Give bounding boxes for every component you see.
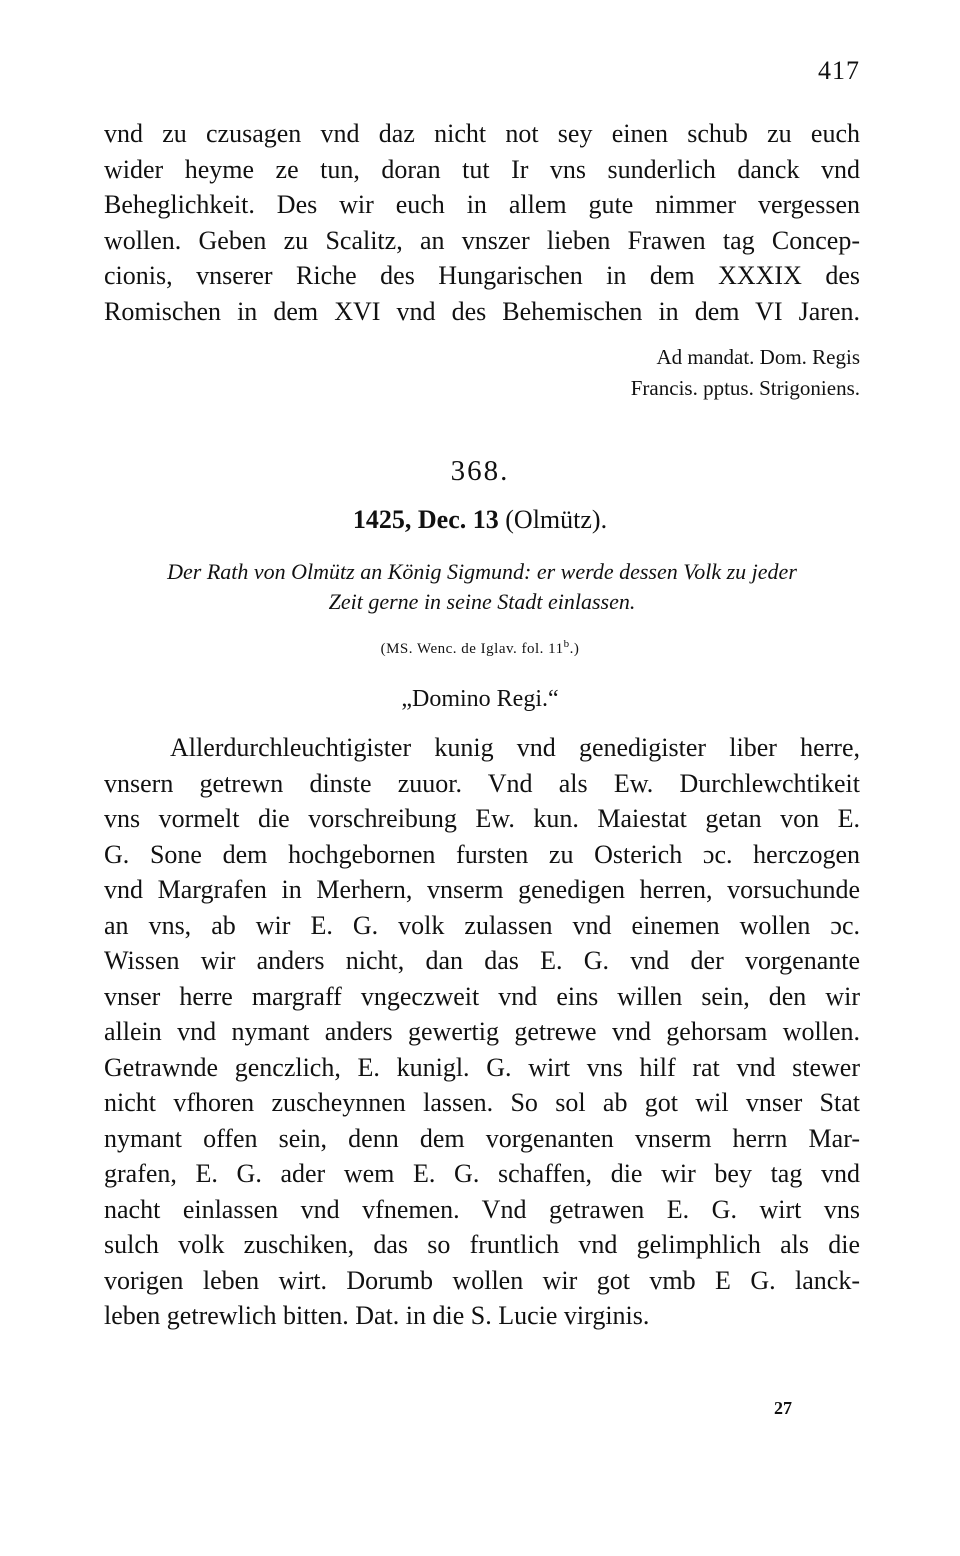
signature-line: Ad mandat. Dom. Regis	[656, 345, 860, 369]
text-line: wider heyme ze tun, doran tut Ir vns sunderlich danck vnd	[104, 154, 860, 184]
date-text: 1425, Dec. 13	[352, 505, 499, 534]
source-superscript: b	[563, 638, 570, 650]
text-line: grafen, E. G. ader wem E. G. schaffen, die wir bey tag vnd	[104, 1159, 860, 1188]
signature-mark: 27	[774, 1398, 792, 1418]
source-reference	[0, 638, 960, 658]
text-line: vnd Margrafen in Merhern, vnserm genedigen herren, vorsuchunde	[104, 875, 860, 904]
signature-line: Francis. pptus. Strigoniens.	[630, 376, 860, 400]
document-number: 368.	[450, 455, 510, 487]
text-line: allein vnd nymant anders gewertig getrewe vnd gehorsam wollen.	[104, 1017, 860, 1046]
text-line: Getrawnde genczlich, E. kunigl. G. wirt vns hilf rat vnd stewer	[104, 1052, 860, 1082]
text-line: Allerdurchleuchtigister kunig vnd genedigister liber herre,	[170, 733, 860, 762]
summary-line: Der Rath von Olmütz an König Sigmund: er werde dessen Volk zu jeder	[167, 559, 797, 584]
text-line: Wissen wir anders nicht, dan das E. G. vnd der vorgenante	[104, 946, 860, 975]
text-line: vnd zu czusagen vnd daz nicht not sey einen schub zu euch	[104, 119, 860, 148]
text-line: sulch volk zuschiken, das so fruntlich vnd gelimphlich als die	[104, 1230, 860, 1259]
text-line: Beheglichkeit. Des wir euch in allem gute nimmer vergessen	[104, 190, 860, 219]
text-line: G. Sone dem hochgebornen fursten zu Osterich ɔc. herczogen	[104, 839, 860, 869]
text-line: cionis, vnserer Riche des Hungarischen in dem XXXIX des	[104, 261, 860, 290]
page-number: 417	[818, 56, 860, 85]
text-line: nicht vfhoren zuscheynnen lassen. So sol ab got wil vnser Stat	[104, 1088, 860, 1117]
text-line: vnser herre margraff vngeczweit vnd eins willen sein, den wir	[104, 981, 860, 1011]
document-summary	[104, 557, 860, 617]
text-line: vnsern getrewn dinste zuuor. Vnd als Ew. Durchlewchtikeit	[104, 768, 860, 798]
text-line: leben getrewlich bitten. Dat. in die S. Lucie virginis.	[104, 1301, 650, 1330]
chancery-signature	[460, 342, 860, 404]
text-line: vorigen leben wirt. Dorumb wollen wir got vmb E G. lanck-	[104, 1265, 860, 1295]
text-line: Romischen in dem XVI vnd des Behemischen in dem VI Jaren.	[104, 296, 860, 326]
text-line: nymant offen sein, denn dem vorgenanten vnserm herrn Mar-	[104, 1123, 860, 1153]
text-line: wollen. Geben zu Scalitz, an vnszer lieben Frawen tag Concep-	[104, 225, 860, 255]
letter-address: „Domino Regi.“	[401, 686, 559, 712]
source-end: .)	[569, 641, 580, 657]
text-line: nacht einlassen vnd vfnemen. Vnd getrawen E. G. wirt vns	[104, 1194, 860, 1224]
place-text: (Olmütz).	[505, 505, 608, 534]
previous-document-text	[104, 116, 860, 329]
summary-line: Zeit gerne in seine Stadt einlassen.	[328, 589, 636, 614]
text-line: vns vormelt die vorschreibung Ew. kun. Maiestat getan von E.	[104, 804, 860, 833]
document-date	[0, 505, 960, 535]
source-text: (MS. Wenc. de Iglav. fol. 11	[380, 641, 564, 657]
letter-body	[104, 730, 860, 1334]
text-line: an vns, ab wir E. G. volk zulassen vnd einemen wollen ɔc.	[104, 910, 860, 940]
